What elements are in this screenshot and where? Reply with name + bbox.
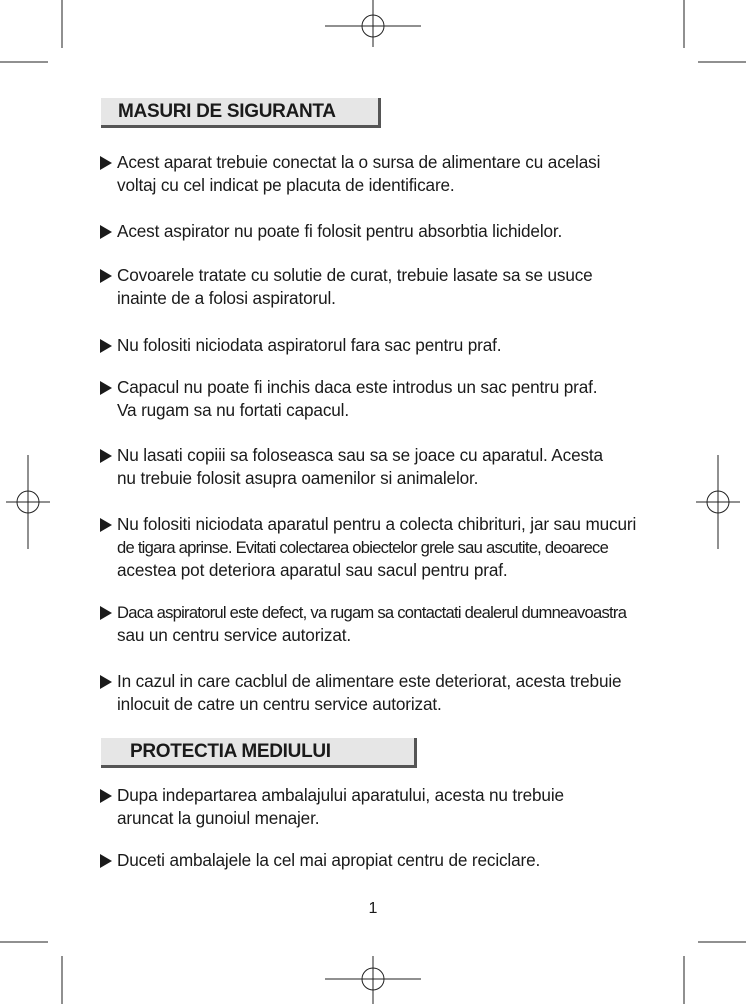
bullet-arrow-icon [100, 789, 112, 803]
list-item [100, 151, 600, 197]
list-item-text: voltaj cu cel indicat pe placuta de identificare. [117, 175, 455, 195]
list-item-text: Duceti ambalajele la cel mai apropiat centru de reciclare. [117, 850, 541, 870]
section-heading-environment [101, 738, 417, 768]
list-item-text: Daca aspiratorul este defect, va rugam sa contactati dealerul dumneavoastra [117, 603, 627, 622]
list-item [100, 513, 636, 582]
list-item-text: Nu folositi niciodata aparatul pentru a colecta chibrituri, jar sau mucuri [117, 514, 637, 534]
list-item-text: In cazul in care cacblul de alimentare este deteriorat, acesta trebuie [117, 671, 622, 691]
list-item-text: Acest aparat trebuie conectat la o sursa de alimentare cu acelasi [117, 152, 601, 172]
list-item-text: aruncat la gunoiul menajer. [117, 808, 320, 828]
list-item-text: sau un centru service autorizat. [117, 625, 352, 645]
list-item [100, 334, 501, 357]
bullet-arrow-icon [100, 225, 112, 239]
list-item [100, 264, 593, 310]
list-item-text: de tigara aprinse. Evitati colectarea obiectelor grele sau ascutite, deoarece [117, 538, 609, 557]
list-item [100, 220, 562, 243]
list-item-text: Nu lasati copiii sa foloseasca sau sa se joace cu aparatul. Acesta [117, 445, 603, 465]
bullet-arrow-icon [100, 156, 112, 170]
bullet-arrow-icon [100, 606, 112, 620]
bullet-arrow-icon [100, 269, 112, 283]
list-item-text: Dupa indepartarea ambalajului aparatului, acesta nu trebuie [117, 785, 564, 805]
list-item-text: Covoarele tratate cu solutie de curat, trebuie lasate sa se usuce [117, 265, 593, 285]
list-item-text: Acest aspirator nu poate fi folosit pentru absorbtia lichidelor. [117, 221, 563, 241]
bullet-arrow-icon [100, 381, 112, 395]
page-number: 1 [368, 900, 378, 917]
section-heading-environment-text: PROTECTIA MEDIULUI [130, 741, 331, 762]
bullet-arrow-icon [100, 675, 112, 689]
list-item-text: nu trebuie folosit asupra oamenilor si animalelor. [117, 468, 479, 488]
section-heading-safety-text: MASURI DE SIGURANTA [118, 101, 336, 122]
list-item [100, 670, 621, 716]
bullet-arrow-icon [100, 339, 112, 353]
list-item-text: Va rugam sa nu fortati capacul. [117, 400, 349, 420]
bullet-arrow-icon [100, 854, 112, 868]
list-item [100, 784, 564, 830]
bullet-arrow-icon [100, 518, 112, 532]
list-item-text: inainte de a folosi aspiratorul. [117, 288, 336, 308]
list-item [100, 601, 626, 647]
list-item-text: Nu folositi niciodata aspiratorul fara sac pentru praf. [117, 335, 502, 355]
list-item [100, 376, 597, 422]
bullet-arrow-icon [100, 449, 112, 463]
list-item [100, 849, 540, 872]
section-heading-safety [101, 98, 381, 128]
list-item-text: Capacul nu poate fi inchis daca este introdus un sac pentru praf. [117, 377, 598, 397]
list-item [100, 444, 603, 490]
list-item-text: acestea pot deteriora aparatul sau sacul pentru praf. [117, 560, 508, 580]
list-item-text: inlocuit de catre un centru service autorizat. [117, 694, 442, 714]
